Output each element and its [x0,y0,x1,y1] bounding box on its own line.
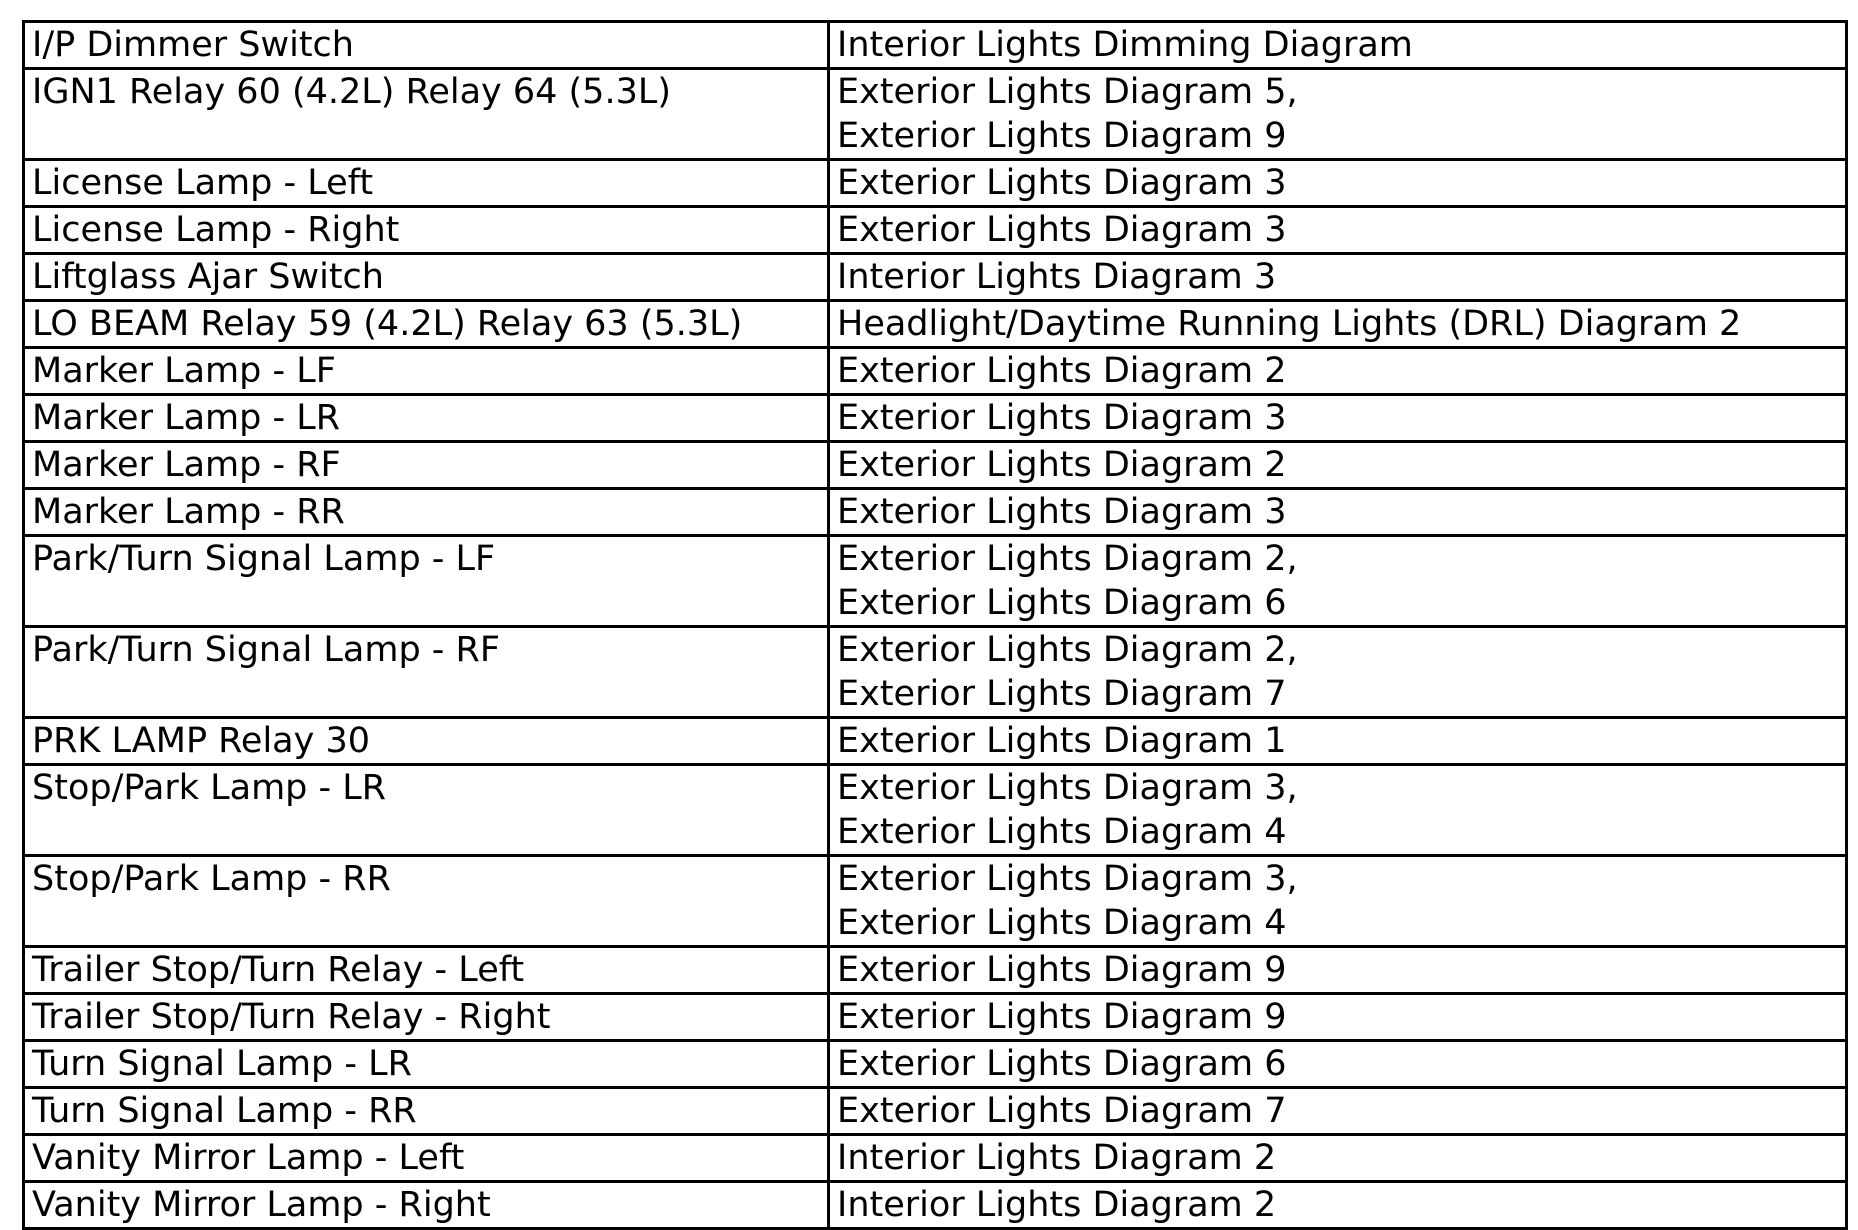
diagram-reference: Exterior Lights Diagram 3, [837,859,1298,899]
component-name: I/P Dimmer Switch [32,25,354,65]
diagram-reference: Exterior Lights Diagram 3 [837,163,1287,203]
table-row [24,69,1847,160]
diagram-reference-cell [829,765,1847,856]
diagram-reference: Exterior Lights Diagram 2 [837,445,1287,485]
table-row [24,1041,1847,1088]
component-name: License Lamp - Left [32,163,374,203]
table-row [24,301,1847,348]
component-name-cell [24,536,829,627]
component-name: License Lamp - Right [32,210,400,250]
component-name: Stop/Park Lamp - RR [32,859,391,899]
diagram-reference: Exterior Lights Diagram 6 [837,1044,1287,1084]
component-name-cell [24,1135,829,1182]
component-name-cell [24,994,829,1041]
diagram-reference: Exterior Lights Diagram 9 [837,116,1287,156]
component-name-cell [24,207,829,254]
diagram-reference: Headlight/Daytime Running Lights (DRL) Diagram 2 [837,304,1742,344]
diagram-reference: Interior Lights Diagram 3 [837,257,1277,297]
diagram-reference: Exterior Lights Diagram 7 [837,1091,1287,1131]
table-row [24,207,1847,254]
table-row [24,765,1847,856]
diagram-reference-cell [829,301,1847,348]
component-name-cell [24,22,829,69]
component-name-cell [24,1041,829,1088]
diagram-reference-cell [829,627,1847,718]
component-name: PRK LAMP Relay 30 [32,721,371,761]
table-row [24,856,1847,947]
component-name: Turn Signal Lamp - LR [32,1044,412,1084]
component-name-cell [24,856,829,947]
component-name-cell [24,395,829,442]
component-name: IGN1 Relay 60 (4.2L) Relay 64 (5.3L) [32,72,671,112]
component-name-cell [24,718,829,765]
diagram-reference-cell [829,207,1847,254]
component-name-cell [24,160,829,207]
diagram-reference-cell [829,1041,1847,1088]
component-name: Marker Lamp - RF [32,445,341,485]
table-row [24,947,1847,994]
diagram-reference-cell [829,254,1847,301]
table-row [24,22,1847,69]
diagram-reference-cell [829,1182,1847,1229]
diagram-reference-cell [829,856,1847,947]
component-diagram-index-table [22,20,1848,1230]
component-name: Trailer Stop/Turn Relay - Left [32,950,525,990]
component-name-cell [24,301,829,348]
component-name-cell [24,947,829,994]
diagram-reference: Exterior Lights Diagram 6 [837,583,1287,623]
table-body [24,22,1847,1229]
diagram-reference: Interior Lights Dimming Diagram [837,25,1413,65]
diagram-reference: Exterior Lights Diagram 4 [837,812,1287,852]
component-name: LO BEAM Relay 59 (4.2L) Relay 63 (5.3L) [32,304,743,344]
table-row [24,1135,1847,1182]
table-row [24,395,1847,442]
table-row [24,1182,1847,1229]
component-name: Trailer Stop/Turn Relay - Right [32,997,551,1037]
component-name: Vanity Mirror Lamp - Right [32,1185,491,1225]
diagram-reference-cell [829,348,1847,395]
component-name-cell [24,1182,829,1229]
table-row [24,348,1847,395]
diagram-reference: Exterior Lights Diagram 5, [837,72,1298,112]
diagram-reference: Exterior Lights Diagram 2, [837,539,1298,579]
diagram-reference-cell [829,442,1847,489]
component-name: Vanity Mirror Lamp - Left [32,1138,465,1178]
component-name-cell [24,348,829,395]
component-name-cell [24,627,829,718]
table-row [24,994,1847,1041]
component-name: Stop/Park Lamp - LR [32,768,387,808]
diagram-reference: Exterior Lights Diagram 9 [837,997,1287,1037]
component-name-cell [24,489,829,536]
diagram-reference-cell [829,69,1847,160]
diagram-reference: Exterior Lights Diagram 7 [837,674,1287,714]
component-name: Marker Lamp - LF [32,351,336,391]
diagram-reference: Exterior Lights Diagram 3 [837,210,1287,250]
diagram-reference: Exterior Lights Diagram 2 [837,351,1287,391]
table-row [24,718,1847,765]
component-name: Turn Signal Lamp - RR [32,1091,417,1131]
table-row [24,160,1847,207]
component-name: Marker Lamp - LR [32,398,341,438]
table-row [24,442,1847,489]
table-row [24,489,1847,536]
diagram-reference-cell [829,395,1847,442]
diagram-reference: Exterior Lights Diagram 2, [837,630,1298,670]
diagram-reference: Exterior Lights Diagram 4 [837,903,1287,943]
component-name-cell [24,254,829,301]
diagram-reference: Interior Lights Diagram 2 [837,1138,1277,1178]
component-name: Marker Lamp - RR [32,492,345,532]
table-row [24,1088,1847,1135]
component-name: Park/Turn Signal Lamp - RF [32,630,500,670]
diagram-reference: Exterior Lights Diagram 3 [837,398,1287,438]
table-row [24,254,1847,301]
diagram-reference: Exterior Lights Diagram 3 [837,492,1287,532]
diagram-reference-cell [829,947,1847,994]
diagram-reference: Interior Lights Diagram 2 [837,1185,1277,1225]
diagram-reference: Exterior Lights Diagram 3, [837,768,1298,808]
diagram-reference: Exterior Lights Diagram 9 [837,950,1287,990]
component-name-cell [24,442,829,489]
component-name-cell [24,765,829,856]
component-name: Park/Turn Signal Lamp - LF [32,539,496,579]
component-name-cell [24,1088,829,1135]
diagram-reference-cell [829,536,1847,627]
diagram-reference-cell [829,994,1847,1041]
diagram-reference-cell [829,1088,1847,1135]
table-row [24,627,1847,718]
diagram-reference-cell [829,160,1847,207]
diagram-reference-cell [829,718,1847,765]
diagram-reference-cell [829,1135,1847,1182]
diagram-reference: Exterior Lights Diagram 1 [837,721,1287,761]
diagram-reference-cell [829,22,1847,69]
diagram-reference-cell [829,489,1847,536]
component-name-cell [24,69,829,160]
table-row [24,536,1847,627]
component-name: Liftglass Ajar Switch [32,257,384,297]
